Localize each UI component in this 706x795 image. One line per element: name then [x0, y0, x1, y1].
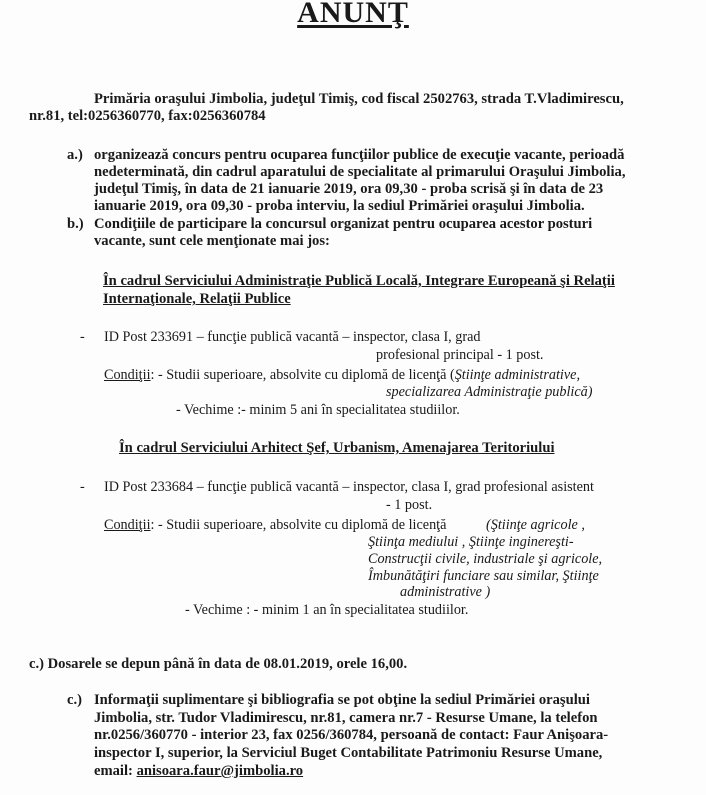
email-prefix: email: — [94, 763, 137, 779]
section2-heading: În cadrul Serviciului Arhitect Şef, Urbanism, Amenajarea Teritoriului — [119, 440, 555, 456]
section1-studii-text: : - Studii superioare, absolvite cu diplomă de licenţă ( — [150, 367, 455, 383]
section1-post-line-1: ID Post 233691 – funcţie publică vacantă – inspector, clasa I, grad — [104, 329, 481, 345]
item-a-line-3: judeţul Timiş, în data de 21 ianuarie 2019, ora 09,30 - proba scrisă şi în data de 23 — [94, 181, 604, 197]
section1-conditii-label: Condiţii — [104, 367, 151, 383]
item-a-line-1: organizează concurs pentru ocuparea funcţiilor publice de execuţie vacante, perioadă — [94, 147, 625, 163]
section2-studii-italic-1: (Ştiinţe agricole , — [486, 517, 585, 533]
section2-studii-italic-5: administrative ) — [400, 584, 491, 600]
section2-studii-italic-3: Construcţii civile, industriale şi agricole, — [368, 551, 603, 567]
item-b-line-2: vacante, sunt cele menţionate mai jos: — [94, 233, 330, 249]
section2-studii-text: : - Studii superioare, absolvite cu diplomă de licenţă — [150, 517, 447, 533]
section2-studii-italic-4: Îmbunătăţiri funciare sau similar, Ştiinţe — [368, 568, 599, 584]
item-c2-label: c.) — [67, 692, 82, 708]
section1-heading-line-2: Internaţionale, Relaţii Publice — [103, 291, 291, 307]
email-link[interactable]: anisoara.faur@jimbolia.ro — [136, 763, 304, 779]
item-b-label: b.) — [67, 216, 84, 232]
item-b-line-1: Condiţiile de participare la concursul organizat pentru ocuparea acestor posturi — [94, 216, 593, 232]
item-c2-line-3: nr.0256/360770 - interior 23, fax 0256/360784, persoană de contact: Faur Anişoara- — [94, 727, 609, 743]
item-a-line-2: nedeterminată, din cadrul aparatului de specialitate al primarului Oraşului Jimbolia, — [94, 164, 626, 180]
section1-studii-italic-2: specializarea Administraţie publică) — [386, 384, 593, 400]
intro-line-1: Primăria oraşului Jimbolia, judeţul Timiş, cod fiscal 2502763, strada T.Vladimirescu, — [94, 91, 624, 107]
section2-post-line-1: ID Post 233684 – funcţie publică vacantă – inspector, clasa I, grad profesional asistent — [104, 479, 594, 495]
section2-conditii-label: Condiţii — [104, 517, 151, 533]
section2-dash: - — [80, 479, 85, 495]
section2-studii — [104, 517, 446, 534]
item-c2-email-line — [94, 763, 303, 780]
section1-dash: - — [80, 329, 85, 345]
section1-vechime: - Vechime :- minim 5 ani în specialitatea studiilor. — [176, 402, 460, 418]
item-c2-line-4: inspector I, superior, la Serviciul Buget Contabilitate Patrimoniu Resurse Umane, — [94, 745, 603, 761]
item-c1: c.) Dosarele se depun până în data de 08.01.2019, orele 16,00. — [29, 656, 408, 672]
section2-studii-italic-2: Ştiinţa mediului , Ştiinţe inginereşti- — [368, 534, 574, 550]
item-a-label: a.) — [67, 147, 83, 163]
section1-heading-line-1: În cadrul Serviciului Administraţie Publică Locală, Integrare Europeană şi Relaţii — [103, 273, 615, 289]
section1-post-line-2: profesional principal - 1 post. — [376, 347, 544, 363]
intro-line-2: nr.81, tel:0256360770, fax:0256360784 — [29, 108, 266, 124]
item-c2-line-1: Informaţii suplimentare şi bibliografia se pot obţine la sediul Primăriei oraşului — [94, 692, 590, 708]
item-c2-line-2: Jimbolia, str. Tudor Vladimirescu, nr.81, camera nr.7 - Resurse Umane, la telefon — [94, 710, 598, 726]
section1-studii-italic-1: Ştiinţe administrative, — [454, 367, 580, 383]
item-a-line-4: ianuarie 2019, ora 09,30 - proba interviu, la sediul Primăriei oraşului Jimbolia. — [94, 198, 585, 214]
section1-studii — [104, 367, 580, 384]
section2-vechime: - Vechime : - minim 1 an în specialitatea studiilor. — [185, 602, 469, 618]
page-title: ANUNŢ — [297, 0, 409, 29]
section2-post-line-2: - 1 post. — [386, 497, 433, 513]
